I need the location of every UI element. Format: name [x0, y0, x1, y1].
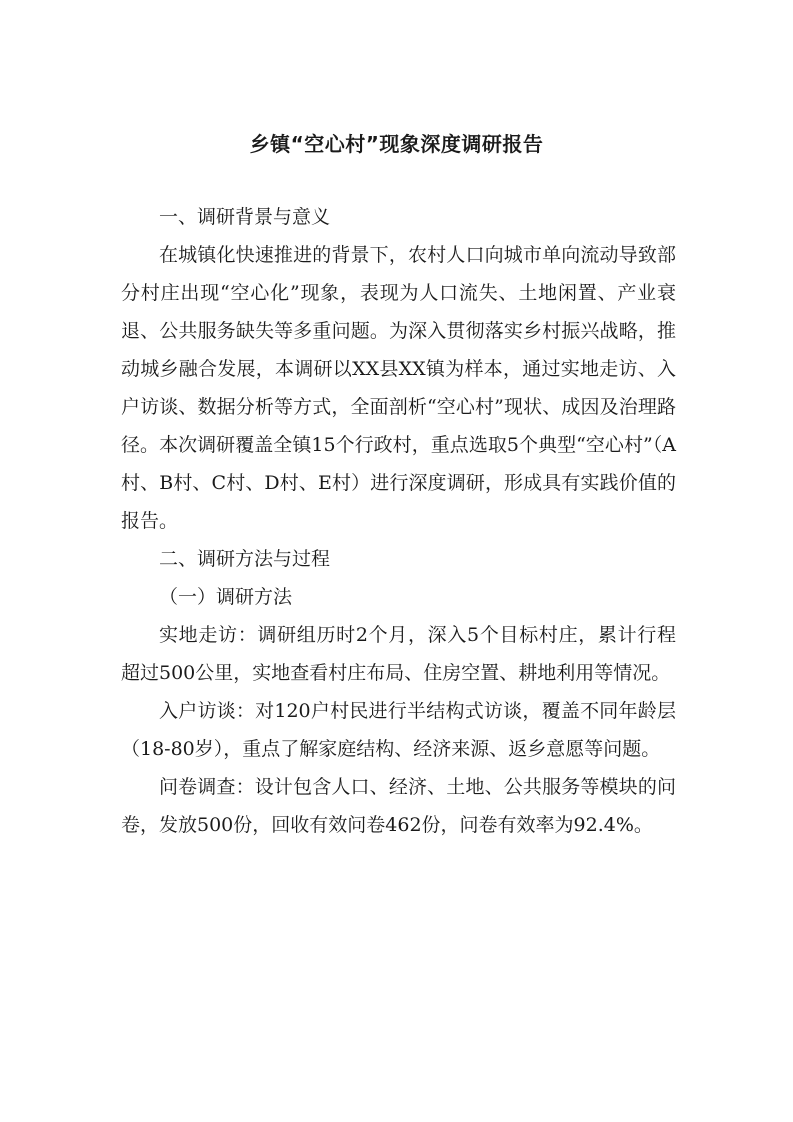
- subsection-heading-methods: （一）调研方法: [159, 586, 293, 608]
- section-heading-background: 一、调研背景与意义: [159, 206, 331, 228]
- paragraph-background: 在城镇化快速推进的背景下，农村人口向城市单向流动导致部分村庄出现“空心化”现象，表现为人口流失、土地闲置、产业衰退、公共服务缺失等多重问题。为深入贯彻落实乡村振兴战略，推动城乡融合发展，本调研以XX县XX镇为样本，通过实地走访、入户访谈、数据分析等方式，全面剖析“空心村”现状、成因及治理路径。本次调研覆盖全镇15个行政村，重点选取5个典型“空心村”（A村、B村、C村、D村、E村）进行深度调研，形成具有实践价值的报告。: [121, 244, 676, 532]
- section-heading-methods: 二、调研方法与过程: [159, 548, 331, 570]
- paragraph-field-visit: 实地走访：调研组历时2个月，深入5个目标村庄，累计行程超过500公里，实地查看村庄布局、住房空置、耕地利用等情况。: [121, 624, 676, 684]
- paragraph-survey: 问卷调查：设计包含人口、经济、土地、公共服务等模块的问卷，发放500份，回收有效问卷462份，问卷有效率为92.4%。: [121, 776, 676, 836]
- document-title: 乡镇“空心村”现象深度调研报告: [249, 132, 544, 156]
- paragraph-interviews: 入户访谈：对120户村民进行半结构式访谈，覆盖不同年龄层（18-80岁），重点了解家庭结构、经济来源、返乡意愿等问题。: [121, 700, 676, 760]
- document-body: [121, 198, 676, 844]
